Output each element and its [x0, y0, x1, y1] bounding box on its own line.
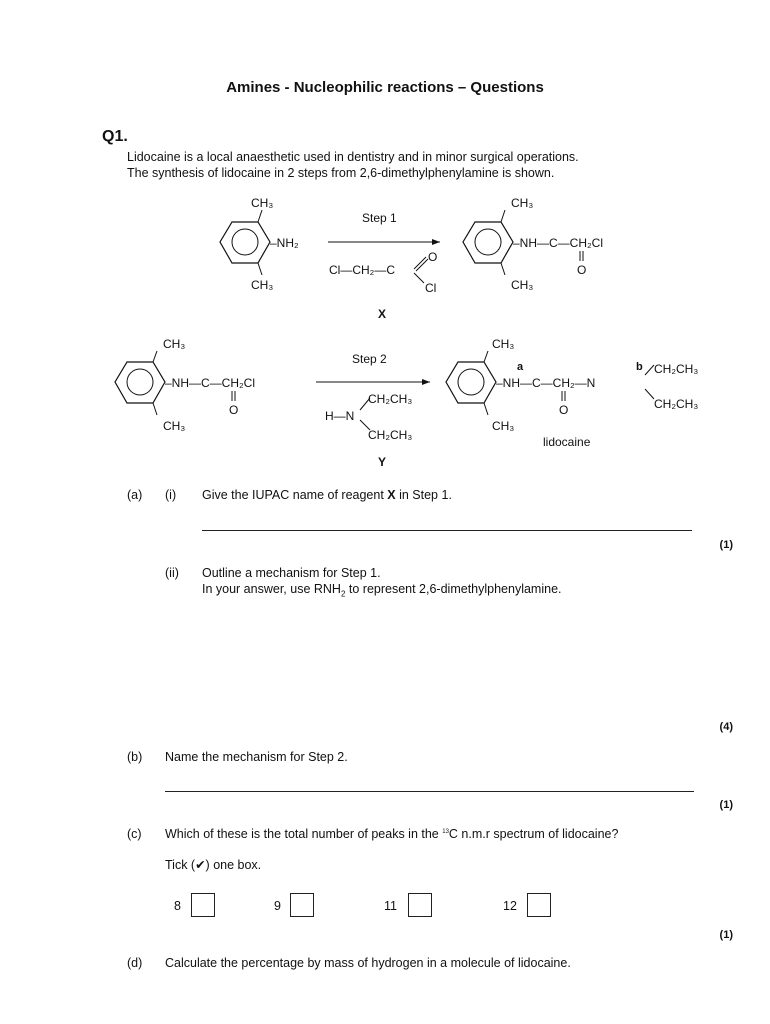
label-a: a: [517, 361, 524, 373]
reagent-y-label: Y: [378, 455, 387, 469]
oxygen-label: O: [229, 403, 239, 417]
option-label: 8: [174, 899, 181, 913]
option-label: 9: [274, 899, 281, 913]
step1-label: Step 1: [362, 211, 397, 225]
part-c-question: Which of these is the total number of peaks in the $^{13}$C n.m.r spectrum of lidocaine?: [165, 827, 619, 841]
ch3-label: CH₃: [492, 419, 515, 433]
option-label: 11: [384, 899, 397, 913]
oxygen-label: O: [559, 403, 569, 417]
ethyl-label: CH₂CH₃: [368, 392, 413, 406]
option-label: 12: [503, 899, 517, 913]
tick-instruction: Tick (✔) one box.: [165, 858, 262, 872]
intermediate-structure-2: [115, 337, 255, 433]
part-d-label: (d): [127, 956, 143, 970]
ch3-label: CH₃: [163, 419, 186, 433]
marks-c: (1): [719, 929, 733, 941]
part-a-label: (a): [127, 488, 143, 502]
page-title: Amines - Nucleophilic reactions – Questions: [226, 79, 544, 96]
marks-a-i: (1): [719, 539, 733, 551]
reagent-x-label: X: [378, 307, 387, 321]
lidocaine-chain: –NH—C—CH₂—N: [496, 376, 596, 390]
part-a-i-question: Give the IUPAC name of reagent X in Step 1.: [202, 488, 452, 502]
reagent-x-formula: Cl—CH₂—C: [329, 263, 395, 277]
label-b: b: [636, 361, 643, 373]
lidocaine-label: lidocaine: [543, 435, 591, 449]
ethyl-label: CH₂CH₃: [368, 428, 413, 442]
ethyl-label: CH₂CH₃: [654, 397, 699, 411]
intermediate-structure: [463, 196, 603, 292]
reaction-scheme: [0, 185, 770, 475]
ch3-label: CH₃: [492, 337, 515, 351]
option-box-11[interactable]: [408, 893, 432, 917]
option-box-8[interactable]: [191, 893, 215, 917]
part-a-ii-line1: Outline a mechanism for Step 1.: [202, 566, 381, 580]
question-number: Q1.: [102, 128, 128, 145]
ch3-label: CH₃: [251, 278, 274, 292]
marks-b: (1): [719, 799, 733, 811]
part-b-question: Name the mechanism for Step 2.: [165, 750, 348, 764]
option-box-12[interactable]: [527, 893, 551, 917]
lidocaine-structure: [446, 337, 698, 449]
part-a-i-label: (i): [165, 488, 177, 502]
ch3-label: CH₃: [251, 196, 274, 210]
part-d-question: Calculate the percentage by mass of hydrogen in a molecule of lidocaine.: [165, 956, 571, 970]
marks-a-ii: (4): [719, 721, 733, 733]
part-b-label: (b): [127, 750, 143, 764]
intro-line-2: The synthesis of lidocaine in 2 steps from 2,6-dimethylphenylamine is shown.: [127, 166, 555, 180]
answer-line[interactable]: [165, 791, 694, 792]
oxygen-label: O: [428, 250, 438, 264]
part-a-ii-label: (ii): [165, 566, 179, 580]
oxygen-label: O: [577, 263, 587, 277]
option-box-9[interactable]: [290, 893, 314, 917]
reagent-y-hn: H—N: [325, 409, 355, 423]
chlorine-label: Cl: [425, 281, 437, 295]
amide-chain: –NH—C—CH₂Cl: [513, 236, 603, 250]
ch3-label: CH₃: [163, 337, 186, 351]
step2-label: Step 2: [352, 352, 387, 366]
answer-line[interactable]: [202, 530, 692, 531]
ch3-label: CH₃: [511, 278, 534, 292]
phenylamine-structure: [220, 196, 299, 292]
part-a-ii-line2: In your answer, use $RNH_2$ to represent 2,6-dimethylphenylamine.: [202, 582, 562, 599]
nh2-label: –NH₂: [270, 236, 299, 250]
intro-line-1: Lidocaine is a local anaesthetic used in dentistry and in minor surgical operations.: [127, 150, 579, 164]
part-c-label: (c): [127, 827, 142, 841]
amide-chain: –NH—C—CH₂Cl: [165, 376, 255, 390]
ch3-label: CH₃: [511, 196, 534, 210]
ethyl-label: CH₂CH₃: [654, 362, 699, 376]
